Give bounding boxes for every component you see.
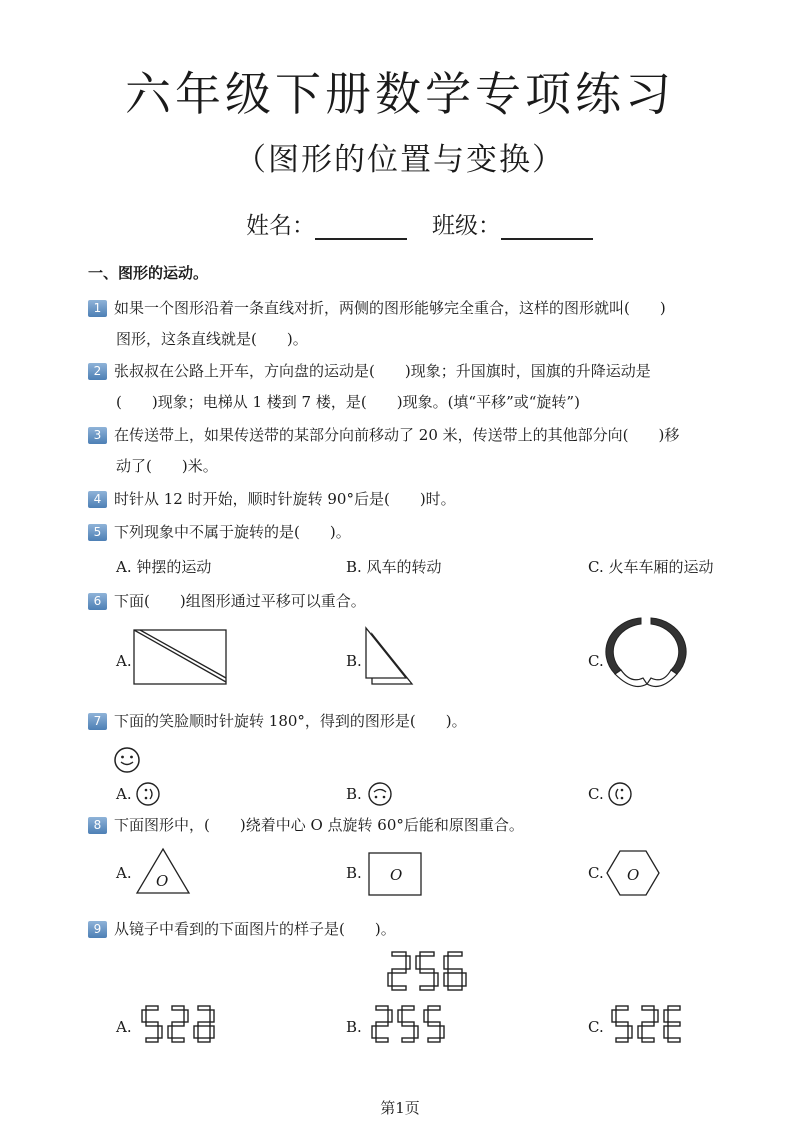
question-text: 从镜子中看到的下面图片的样子是( )。 [114, 920, 396, 938]
question-text: 时针从 12 时开始，顺时针旋转 90°后是( )时。 [114, 490, 456, 508]
question-7 [88, 706, 467, 737]
q7-face-b-icon [366, 780, 394, 808]
question-2 [88, 356, 651, 387]
question-6 [88, 586, 366, 617]
segment-f [184, 1010, 188, 1022]
q9-original-display [386, 950, 476, 996]
class-field-group [432, 207, 593, 240]
segment-f [210, 1010, 214, 1022]
q9-display-b [362, 1004, 446, 1048]
question-text: 在传送带上，如果传送带的某部分向前移动了 20 米，传送带上的其他部分向( )移 [114, 426, 680, 444]
segment-e [444, 973, 448, 986]
q8-center-b: O [390, 866, 403, 884]
question-text: 下面的笑脸顺时针旋转 180°，得到的图形是( )。 [114, 712, 467, 730]
segment-a [668, 1006, 680, 1010]
q8-center-a: O [156, 872, 169, 890]
segment-g [448, 969, 462, 973]
segment-g [668, 1022, 680, 1026]
question-1-line-2: 图形，这条直线就是( )。 [116, 330, 308, 348]
segment-d [642, 1038, 654, 1042]
segment-d [172, 1038, 184, 1042]
q9-display-a [132, 1004, 216, 1048]
page-number: 第1页 [380, 1099, 420, 1117]
segment-a [376, 1006, 388, 1010]
segment-c [638, 1026, 642, 1038]
q6-option-b-label[interactable]: B. [346, 652, 362, 670]
segment-e [210, 1026, 214, 1038]
segment-b [142, 1010, 146, 1022]
segment-a [146, 1006, 158, 1010]
segment-c [434, 973, 438, 986]
segment-c [372, 1026, 376, 1038]
segment-g [392, 969, 406, 973]
segment-e [414, 1026, 418, 1038]
class-blank[interactable] [501, 216, 593, 240]
question-text: 下列现象中不属于旋转的是( )。 [114, 523, 351, 541]
q8-option-b-label[interactable]: B. [346, 864, 362, 882]
question-number-badge: 9 [88, 921, 107, 938]
segment-g [616, 1022, 628, 1026]
segment-e [158, 1026, 162, 1038]
question-text: 如果一个图形沿着一条直线对折，两侧的图形能够完全重合，这样的图形就叫( ) [114, 299, 666, 317]
segment-g [172, 1022, 184, 1026]
question-2-line-2: ( )现象；电梯从 1 楼到 7 楼，是( )现象。(填“平移”或“旋转”) [116, 393, 580, 411]
q7-face-a-icon [134, 780, 162, 808]
q6-option-a-label[interactable]: A. [116, 652, 132, 670]
name-blank[interactable] [315, 216, 407, 240]
q6-option-c-label[interactable]: C. [588, 652, 604, 670]
segment-g [428, 1022, 440, 1026]
q5-option-b[interactable]: B. 风车的转动 [346, 558, 442, 576]
question-4 [88, 484, 456, 515]
q7-option-b-label[interactable]: B. [346, 785, 362, 803]
segment-a [428, 1006, 440, 1010]
question-number-badge: 7 [88, 713, 107, 730]
segment-g [402, 1022, 414, 1026]
question-5 [88, 517, 351, 548]
segment-d [198, 1038, 210, 1042]
segment-g [146, 1022, 158, 1026]
segment-c [168, 1026, 172, 1038]
question-number-badge: 1 [88, 300, 107, 317]
segment-b [424, 1010, 428, 1022]
segment-f [416, 956, 420, 969]
segment-f [654, 1010, 658, 1022]
question-number-badge: 4 [88, 491, 107, 508]
segment-g [420, 969, 434, 973]
segment-d [392, 986, 406, 990]
q6-figure-c-arcs [603, 612, 689, 692]
q6-figure-b-triangles [360, 624, 420, 688]
segment-d [420, 986, 434, 990]
segment-d [402, 1038, 414, 1042]
question-8 [88, 810, 524, 841]
segment-b [612, 1010, 616, 1022]
segment-a [198, 1006, 210, 1010]
segment-d [448, 986, 462, 990]
q5-option-c[interactable]: C. 火车车厢的运动 [588, 558, 714, 576]
segment-d [428, 1038, 440, 1042]
question-number-badge: 5 [88, 524, 107, 541]
segment-c [664, 1026, 668, 1038]
segment-f [444, 956, 448, 969]
question-9 [88, 914, 396, 945]
class-label: 班级： [432, 213, 501, 239]
segment-a [420, 952, 434, 956]
question-1 [88, 293, 666, 324]
page-title: 六年级下册数学专项练习 [125, 67, 675, 121]
segment-a [616, 1006, 628, 1010]
segment-d [616, 1038, 628, 1042]
question-text: 下面图形中，( )绕着中心 O 点旋转 60°后能和原图重合。 [114, 816, 524, 834]
q9-option-a-label[interactable]: A. [116, 1018, 132, 1036]
q9-display-c [602, 1004, 686, 1048]
segment-c [194, 1026, 198, 1038]
q9-option-c-label[interactable]: C. [588, 1018, 604, 1036]
q8-center-c: O [627, 866, 640, 884]
question-number-badge: 8 [88, 817, 107, 834]
segment-e [388, 973, 392, 986]
segment-a [642, 1006, 654, 1010]
question-number-badge: 2 [88, 363, 107, 380]
q6-figure-a-rectangles [130, 626, 230, 688]
q7-option-a-label[interactable]: A. [116, 785, 132, 803]
question-3-line-2: 动了( )米。 [116, 457, 218, 475]
segment-d [146, 1038, 158, 1042]
segment-e [628, 1026, 632, 1038]
segment-d [376, 1038, 388, 1042]
q7-option-c-label[interactable]: C. [588, 785, 604, 803]
segment-c [462, 973, 466, 986]
section-title: 一、图形的运动。 [88, 264, 209, 282]
segment-f [388, 1010, 392, 1022]
segment-g [198, 1022, 210, 1026]
q9-option-b-label[interactable]: B. [346, 1018, 362, 1036]
segment-b [664, 1010, 668, 1022]
segment-d [668, 1038, 680, 1042]
smiley-face-icon [112, 745, 142, 775]
segment-a [172, 1006, 184, 1010]
segment-g [376, 1022, 388, 1026]
question-text: 下面( )组图形通过平移可以重合。 [114, 592, 366, 610]
segment-b [398, 1010, 402, 1022]
question-text: 张叔叔在公路上开车，方向盘的运动是( )现象；升国旗时，国旗的升降运动是 [114, 362, 651, 380]
page-subtitle: （图形的位置与变换） [235, 142, 565, 178]
name-label: 姓名： [246, 213, 315, 239]
name-field-group [246, 207, 407, 240]
segment-a [392, 952, 406, 956]
q5-option-a[interactable]: A. 钟摆的运动 [116, 558, 212, 576]
question-number-badge: 3 [88, 427, 107, 444]
q8-option-c-label[interactable]: C. [588, 864, 604, 882]
segment-e [440, 1026, 444, 1038]
question-3 [88, 420, 679, 451]
q7-face-c-icon [606, 780, 634, 808]
segment-b [406, 956, 410, 969]
question-number-badge: 6 [88, 593, 107, 610]
segment-a [402, 1006, 414, 1010]
q8-option-a-label[interactable]: A. [116, 864, 132, 882]
segment-a [448, 952, 462, 956]
segment-g [642, 1022, 654, 1026]
